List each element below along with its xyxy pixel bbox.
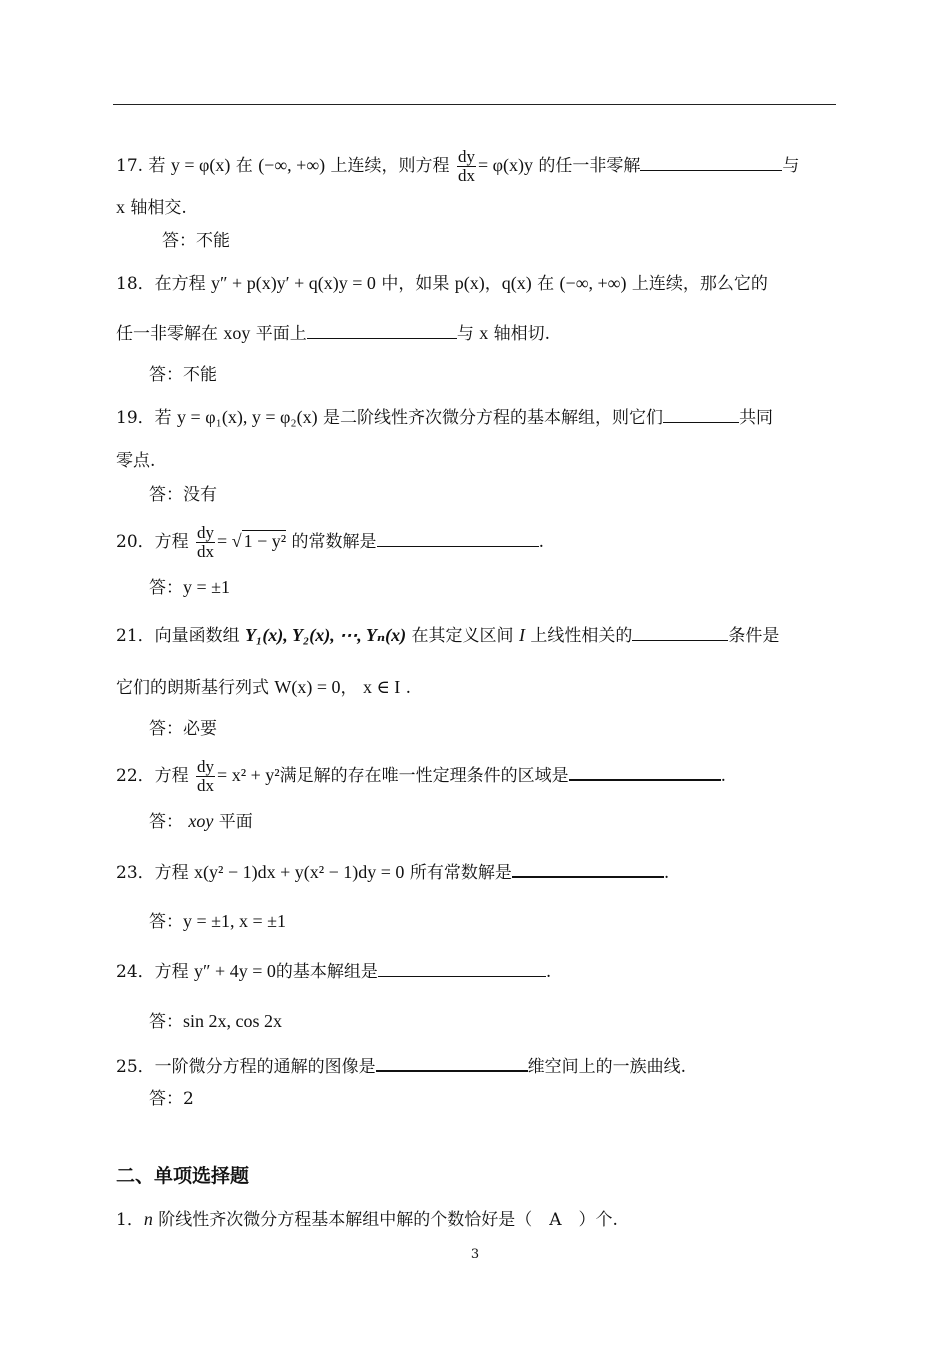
answer-blank[interactable] (663, 406, 739, 423)
answer-blank[interactable] (632, 624, 728, 641)
q17-text: 在 (230, 156, 259, 176)
question-19-line2: 零点. (116, 451, 156, 471)
answer-blank[interactable] (569, 763, 721, 781)
answer-18: 答：不能 (149, 365, 217, 385)
question-23: 23．方程 x(y² − 1)dx + y(x² − 1)dy = 0 所有常数解是 . (116, 862, 670, 883)
answer-19: 答：没有 (149, 485, 217, 505)
question-25: 25．一阶微分方程的通解的图像是 维空间上的一族曲线. (116, 1054, 686, 1078)
answer-blank[interactable] (307, 322, 457, 339)
answer-blank[interactable] (378, 960, 546, 977)
question-17-line2: x 轴相交. (116, 197, 187, 218)
answer-17: 答：不能 (162, 231, 230, 251)
answer-blank[interactable] (640, 154, 782, 171)
q17-math: (−∞, +∞) (258, 155, 326, 175)
answer-blank[interactable] (377, 530, 539, 547)
sqrt-radicand: 1 − y² (243, 531, 287, 551)
q17-text: 与 (782, 156, 800, 176)
answer-blank[interactable] (376, 1054, 528, 1072)
question-19: 19．若 y = φ₁(x), y = φ₂(x) 是二阶线性齐次微分方程的基本解组，则它们 共同 (116, 407, 774, 428)
question-22: 22．方程 $\frac{dy}{dx}$ = x² + y²满足解的存在唯一性定理条件的区域是 . (116, 757, 727, 795)
q17-math: = φ(x)y (477, 155, 533, 175)
question-20: 20．方程 $\frac{dy}{dx}$ = √ 1 − y² 的常数解是 . (116, 523, 544, 561)
q17-math: y = φ(x) (170, 155, 231, 175)
answer-20: 答：y = ±1 (149, 577, 231, 598)
answer-blank[interactable] (512, 860, 664, 878)
q17-text: 上连续，则方程 (325, 156, 455, 176)
answer-25: 答：2 (149, 1089, 194, 1109)
question-17 (116, 148, 799, 185)
question-21: 21．向量函数组 Y₁(x), Y₂(x), ⋯, Yₙ(x) 在其定义区间 I 上线性相关的 条件是 (116, 625, 780, 646)
q17-text: 17. 若 (116, 156, 171, 176)
question-21-line2: 它们的朗斯基行列式 W(x) = 0， x ∈ I . (116, 677, 412, 698)
answer-24: 答：sin 2x, cos 2x (149, 1011, 282, 1032)
section-title: 二、单项选择题 (116, 1165, 250, 1187)
answer-21: 答：必要 (149, 719, 217, 739)
answer-22: 答： xoy 平面 (149, 811, 253, 832)
q17-text: 的任一非零解 (533, 156, 641, 176)
question-24: 24．方程 y″ + 4y = 0的基本解组是 . (116, 961, 552, 982)
header-rule (113, 104, 836, 105)
page-number: 3 (470, 1247, 480, 1262)
answer-23: 答：y = ±1, x = ±1 (149, 911, 287, 932)
q22-fraction: $\frac{dy}{dx}$ (197, 757, 215, 795)
question-18-line2: 任一非零解在 xoy 平面上 与 x 轴相切. (116, 323, 551, 344)
question-18: 18．在方程 y″ + p(x)y′ + q(x)y = 0 中，如果 p(x)，q(x) 在 (−∞, +∞) 上连续，那么它的 (116, 273, 768, 294)
q17-fraction: $\frac{dy}{dx}$ (457, 147, 475, 185)
q20-fraction: $\frac{dy}{dx}$ (197, 523, 215, 561)
mc-question-1: 1．n 阶线性齐次微分方程基本解组中解的个数恰好是（ A ）个. (116, 1209, 618, 1230)
